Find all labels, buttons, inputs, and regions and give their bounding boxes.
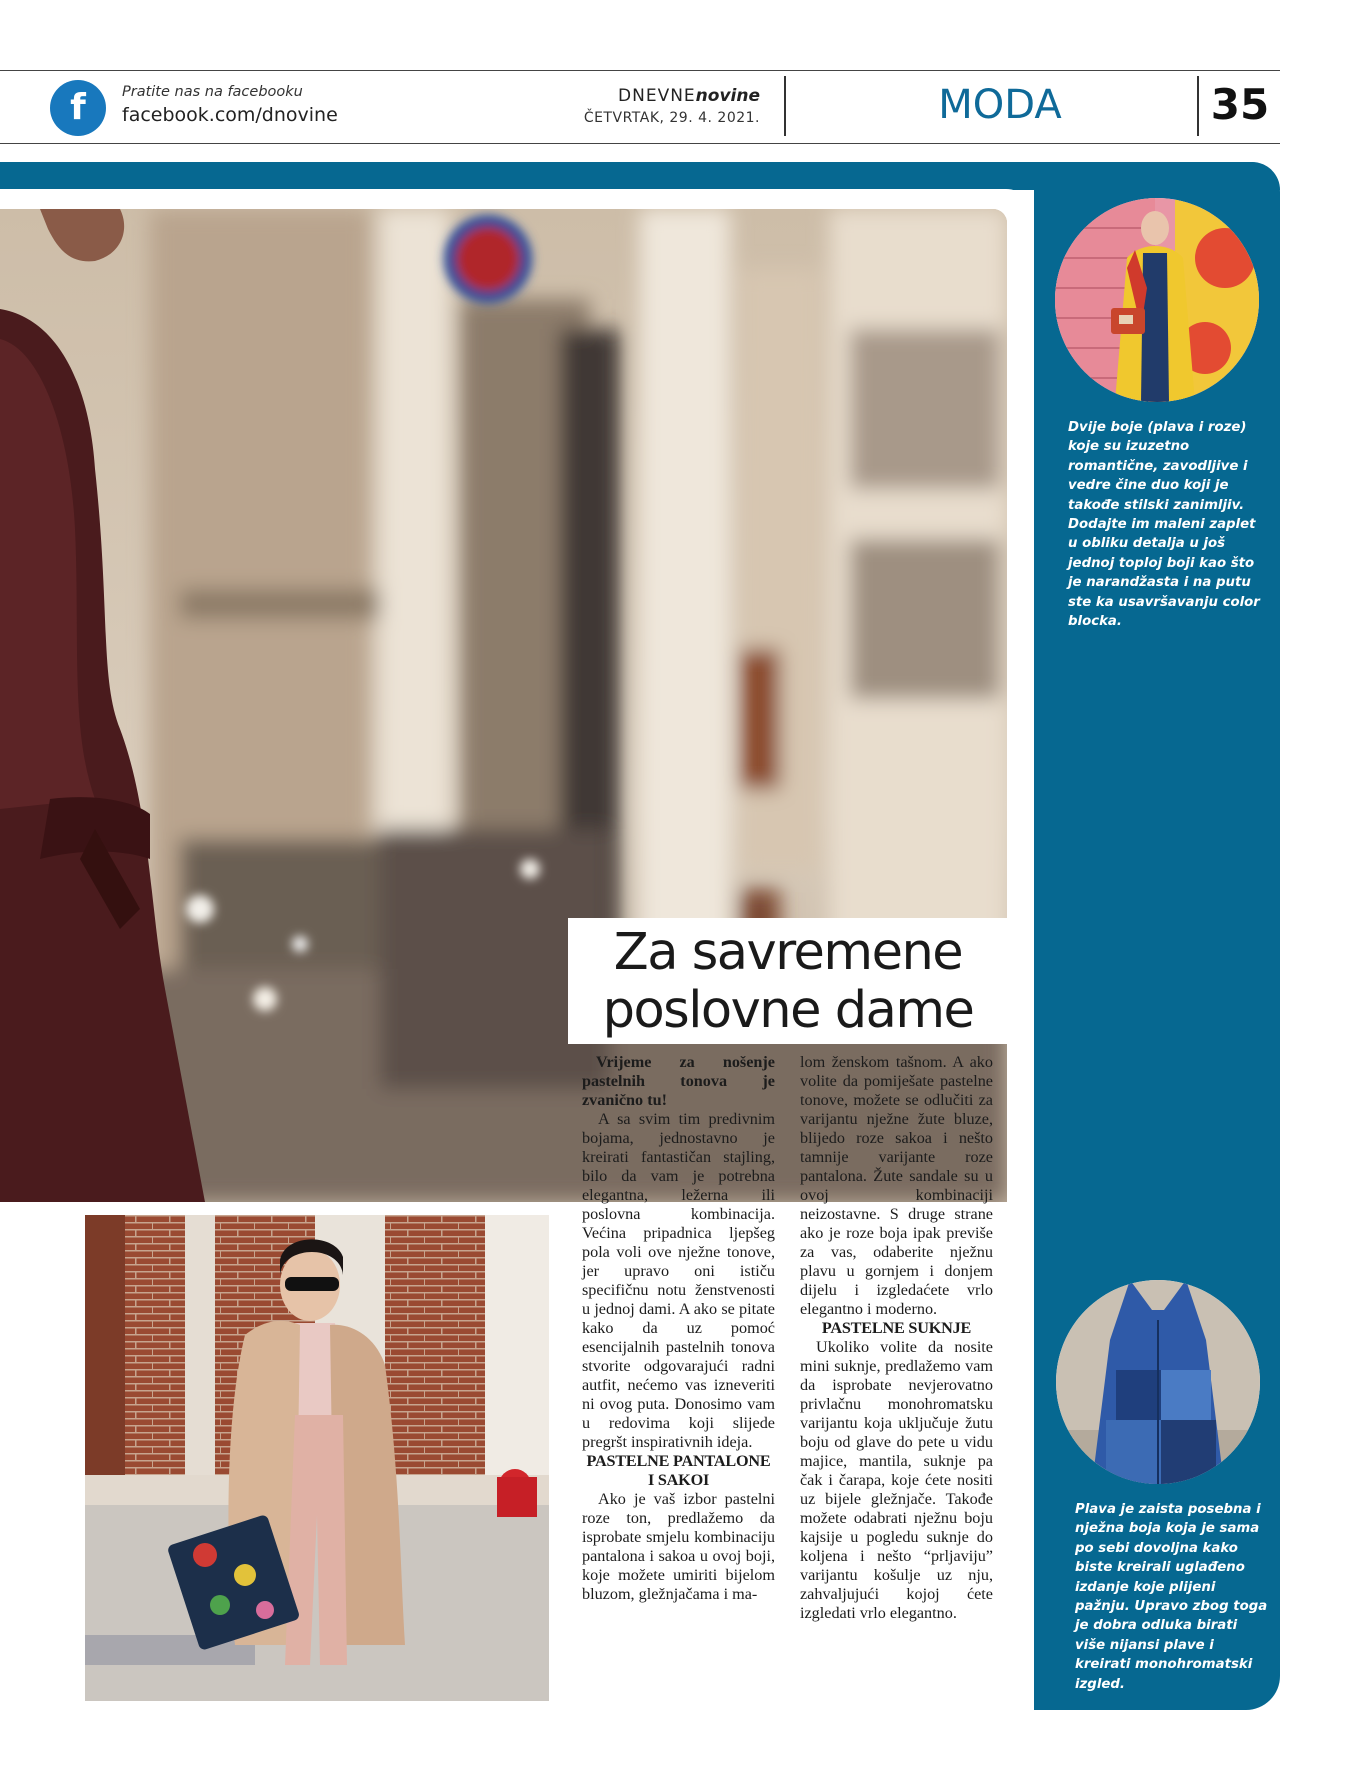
masthead-bold: novine xyxy=(695,86,760,106)
masthead-light: DNEVNE xyxy=(618,86,696,106)
article-paragraph: A sa svim tim predivnim bojama, jednostavno je kreirati fantastičan stajling, bilo da vam je potrebna elegantna, ležerna ili poslovna kombinacija. Većina pripadnica ljepšeg pola voli ove nježne tonove, jer upravo oni ističu specifičnu notu ženstvenosti u jednoj dami. A ako se pitate kako da uz pomoć esencijalnih pastelnih tonova stvorite odgovarajući radni autfit, nećemo vas izneveriti ni ovog puta. Donosimo vam u redovima koji slijede pregršt inspirativnih ideja. xyxy=(582,1110,775,1451)
header-divider xyxy=(784,76,786,136)
header-top-rule xyxy=(0,70,1280,71)
facebook-follow-text: Pratite nas na facebooku xyxy=(122,84,303,100)
header-bottom-rule xyxy=(0,143,1280,144)
side-caption-2: Plava je zaista posebna i nježna boja koja je sama po sebi dovoljna kako biste kreirali uglađeno izdanje koje plijeni pažnju. Upravo zbog toga je dobra odluka birati više nijansi plave i kreirati monohromatski izgled. xyxy=(1075,1502,1268,1692)
article-subheading: PASTELNE SUKNJE xyxy=(821,1319,972,1337)
masthead-logo xyxy=(560,86,760,106)
article-column-1 xyxy=(582,1053,775,1604)
article-column-2 xyxy=(800,1053,993,1623)
article-lead: Vrijeme za nošenje pastelnih tonova je zvanično tu! xyxy=(582,1053,775,1109)
article-subheading: PASTELNE PANTALONE I SAKOI xyxy=(586,1452,771,1489)
facebook-url[interactable]: facebook.com/dnovine xyxy=(122,104,338,126)
facebook-f-icon[interactable]: f xyxy=(50,80,106,136)
article-headline: Za savremene poslovne dame xyxy=(568,918,1008,1044)
article-paragraph: Ukoliko volite da nosite mini suknje, predlažemo vam da isprobate nevjerovatno privlačnu monohromatsku varijantu koja uključuje žutu boju od glave do pete u vidu majice, mantila, suknje pa čak i čarapa, koje ćete nositi uz bijele gležnjače. Takođe možete odabrati nježnu boju kajsije u pogledu suknje do koljena i nešto “prljaviju” varijantu košulje uz nju, zahvaljujući kojoj ćete izgledati vrlo elegantno. xyxy=(800,1338,993,1622)
page-number: 35 xyxy=(1210,80,1270,129)
header-divider xyxy=(1197,76,1199,136)
side-photo-yellow-coat xyxy=(1055,198,1259,402)
inset-photo xyxy=(85,1215,549,1701)
article-paragraph: Ako je vaš izbor pastelni roze ton, predlažemo da isprobate smjelu kombinaciju pantalona i sakoa u ovoj boji, koje možete umiriti bijelom bluzom, gležnjačama i ma- xyxy=(582,1490,775,1603)
issue-date: ČETVRTAK, 29. 4. 2021. xyxy=(583,110,760,126)
side-caption-1: Dvije boje (plava i roze) koje su izuzetno romantične, zavodljive i vedre čine duo koji je takođe stilski zanimljiv. Dodajte im maleni zaplet u obliku detalja u još jednoj toploj boji kao što je narandžasta i na putu ste ka usavršavanju color blocka. xyxy=(1068,420,1260,630)
side-photo-blue-dress xyxy=(1056,1280,1260,1484)
article-paragraph: lom ženskom tašnom. A ako volite da pomiješate pastelne tonove, možete se odlučiti za varijantu nježne žute bluze, blijedo roze sakoa i nešto tamnije varijante roze pantalona. Žute sandale su u ovoj kombinaciji neizostavne. S druge strane ako je roze boja ipak previše za vas, odaberite nježnu plavu u gornjem i donjem dijelu i izgledaćete vrlo elegantno i moderno. xyxy=(800,1053,993,1318)
section-title: MODA xyxy=(938,82,1062,128)
